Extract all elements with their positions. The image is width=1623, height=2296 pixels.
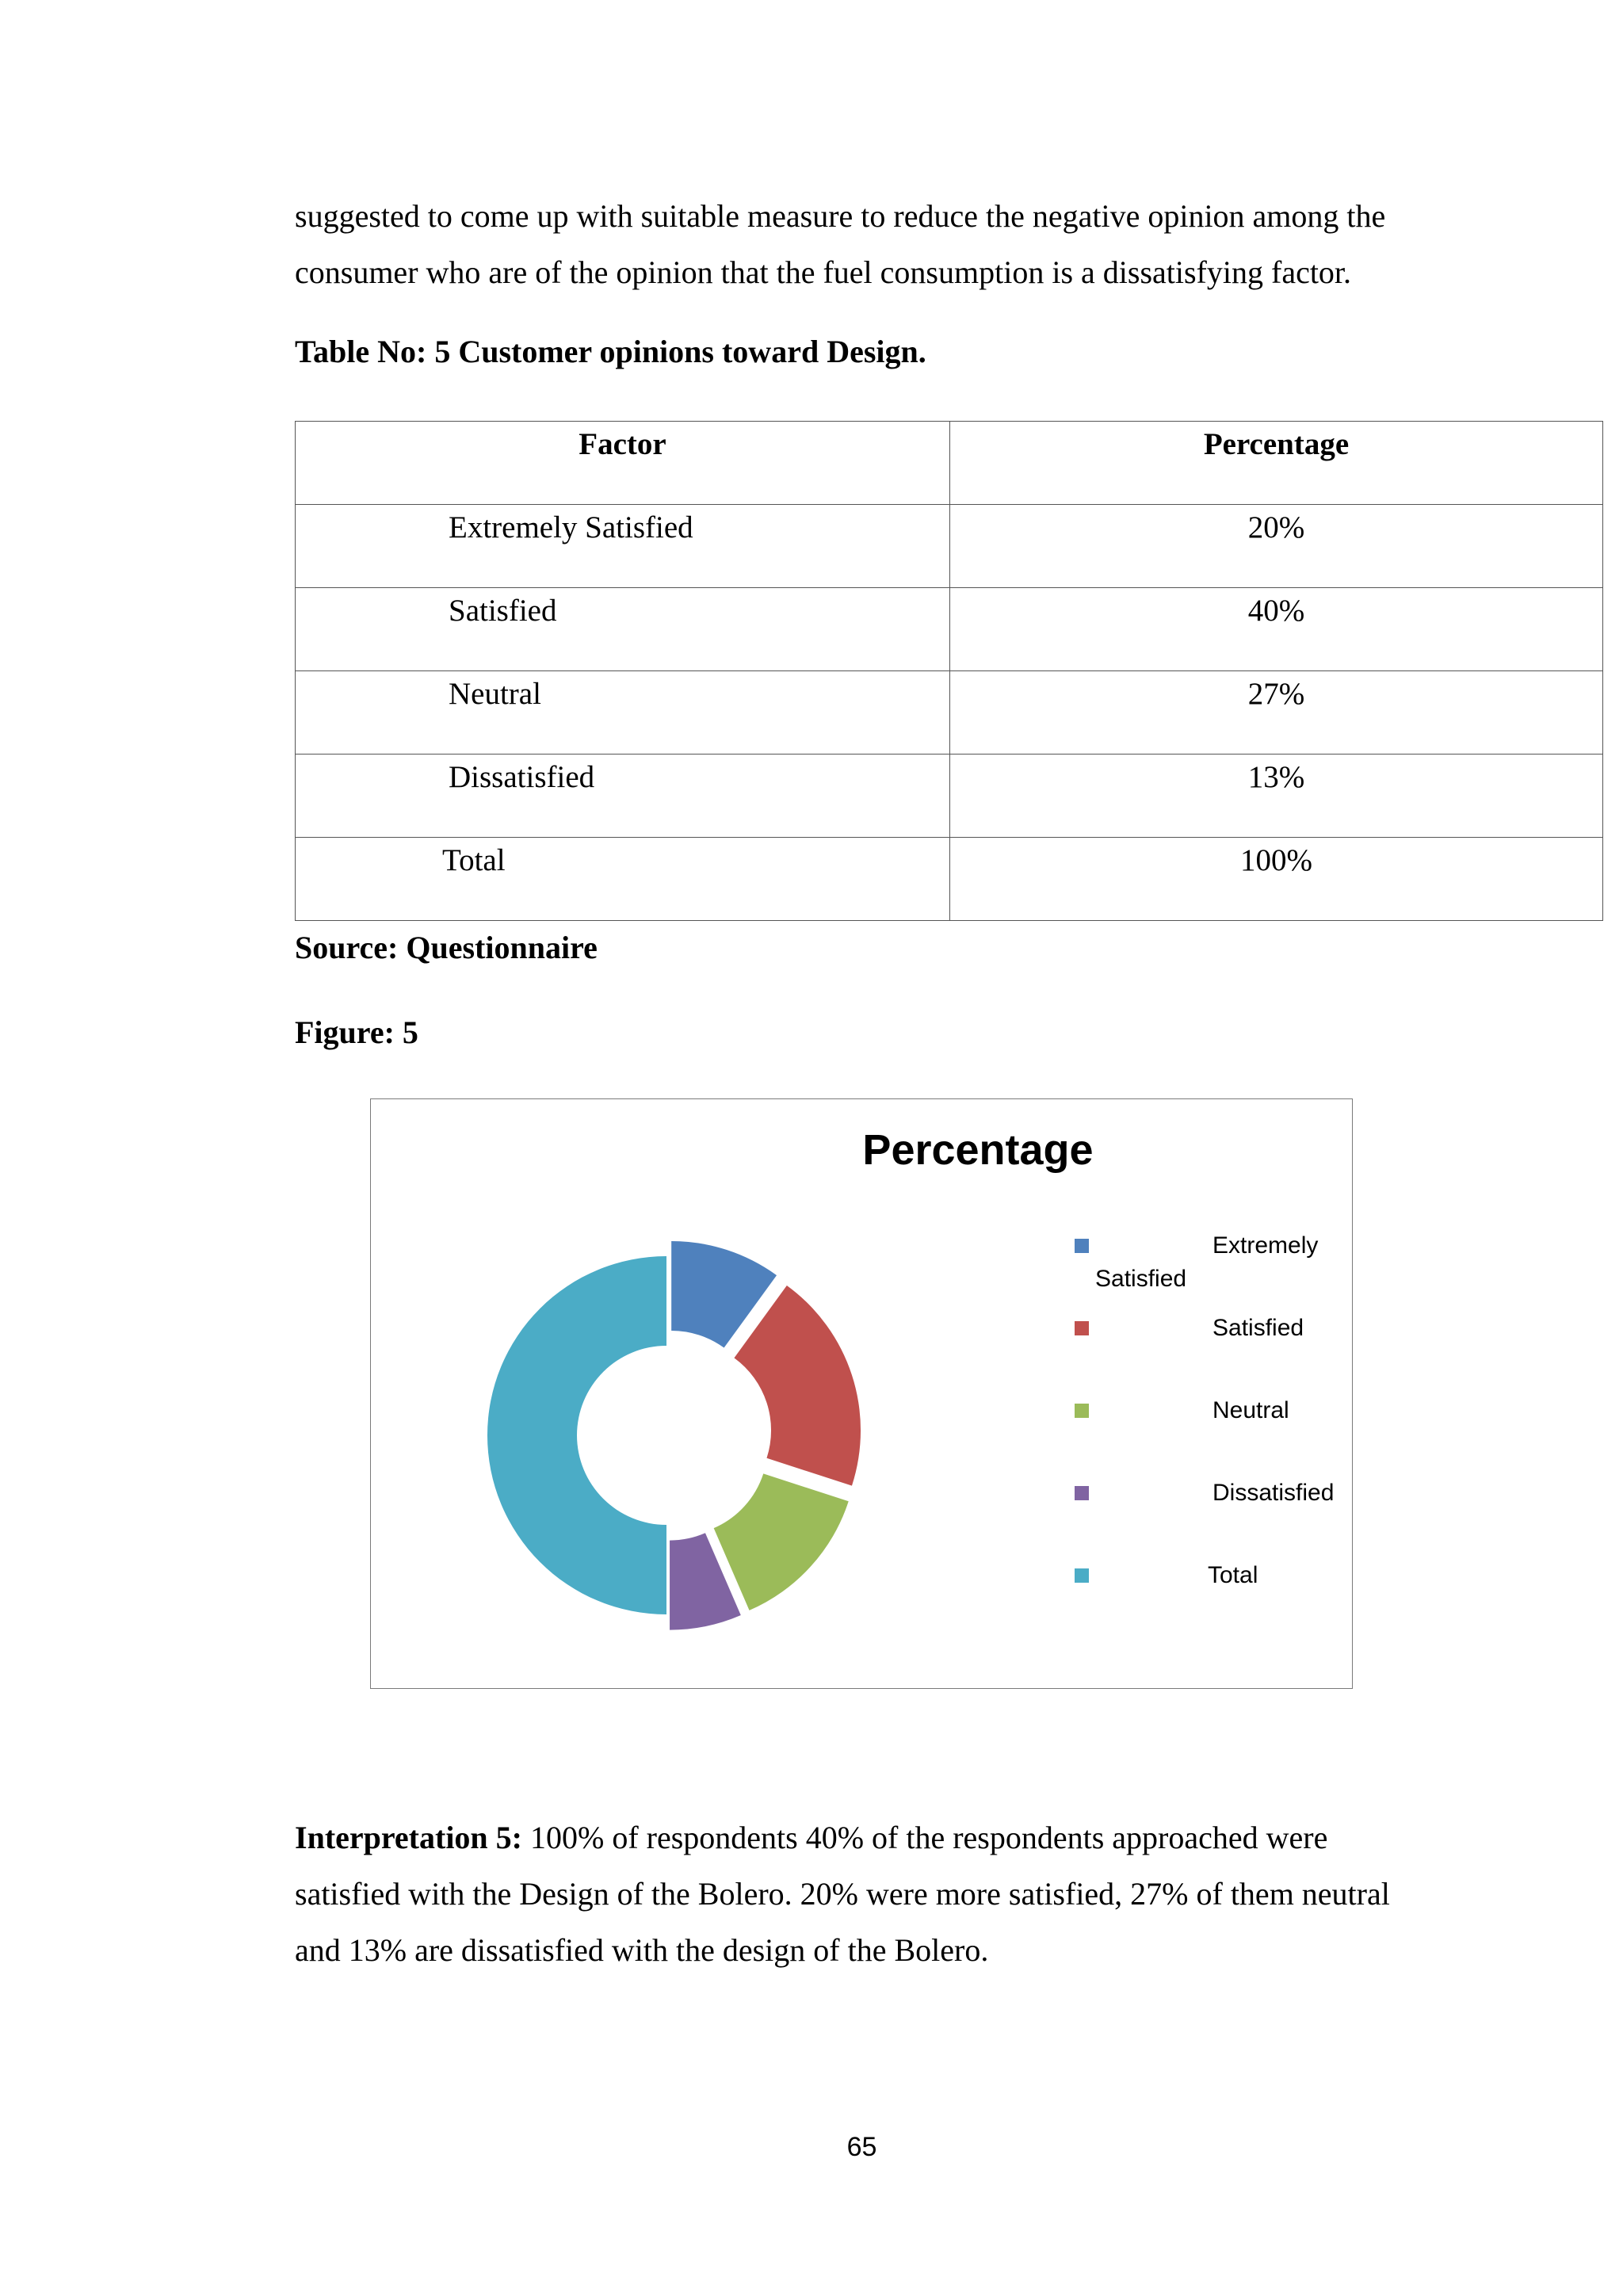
percentage-cell: 100% xyxy=(950,838,1603,921)
chart-frame xyxy=(370,1098,1353,1689)
intro-paragraph xyxy=(295,188,1452,300)
legend-swatch xyxy=(1075,1404,1089,1418)
table-header-row xyxy=(296,422,1603,505)
legend-label: Total xyxy=(1208,1562,1258,1588)
interpretation-line-3: and 13% are dissatisfied with the design of the Bolero. xyxy=(295,1932,989,1968)
legend-swatch xyxy=(1075,1568,1089,1583)
legend-label: Satisfied xyxy=(1212,1315,1304,1341)
table-row xyxy=(296,755,1603,838)
percentage-cell: 20% xyxy=(950,505,1603,588)
interpretation-line-2: satisfied with the Design of the Bolero. 20% were more satisfied, 27% of them neutral xyxy=(295,1876,1390,1912)
table-row xyxy=(296,838,1603,921)
factor-cell: Satisfied xyxy=(296,588,950,671)
slice-satisfied xyxy=(734,1286,861,1486)
interpretation-paragraph xyxy=(295,1809,1452,1978)
legend-label: Dissatisfied xyxy=(1212,1480,1335,1506)
table-row xyxy=(296,671,1603,755)
legend-swatch xyxy=(1075,1239,1089,1253)
chart-slices xyxy=(487,1241,861,1630)
legend-label: Neutral xyxy=(1212,1397,1289,1423)
slice-neutral xyxy=(714,1473,849,1610)
legend-swatch xyxy=(1075,1321,1089,1335)
intro-line-2: consumer who are of the opinion that the fuel consumption is a dissatisfying factor. xyxy=(295,254,1352,290)
factor-cell: Extremely Satisfied xyxy=(296,505,950,588)
legend-label: Extremely xyxy=(1212,1232,1319,1259)
page-number: 65 xyxy=(846,2132,877,2162)
opinion-table xyxy=(295,421,1603,921)
interpretation-text-1: 100% of respondents 40% of the respondents approached were xyxy=(522,1820,1328,1855)
interpretation-label: Interpretation 5: xyxy=(295,1820,522,1855)
factor-cell: Dissatisfied xyxy=(296,755,950,838)
chart-legend xyxy=(1075,1232,1334,1588)
percentage-cell: 27% xyxy=(950,671,1603,755)
header-factor: Factor xyxy=(296,422,950,505)
factor-cell: Total xyxy=(296,838,950,921)
header-percentage: Percentage xyxy=(950,422,1603,505)
intro-line-1: suggested to come up with suitable measure to reduce the negative opinion among the xyxy=(295,198,1386,234)
factor-cell: Neutral xyxy=(296,671,950,755)
source-label: Source: Questionnaire xyxy=(295,930,598,965)
table-caption: Table No: 5 Customer opinions toward Design. xyxy=(295,334,926,369)
legend-label: Satisfied xyxy=(1095,1266,1187,1292)
percentage-cell: 13% xyxy=(950,755,1603,838)
table-row xyxy=(296,505,1603,588)
percentage-cell: 40% xyxy=(950,588,1603,671)
figure-label: Figure: 5 xyxy=(295,1014,418,1050)
interpretation-line-1 xyxy=(295,1809,1452,1866)
slice-total xyxy=(487,1256,666,1614)
table-row xyxy=(296,588,1603,671)
chart-title: Percentage xyxy=(862,1126,1094,1174)
legend-swatch xyxy=(1075,1486,1089,1500)
doughnut-chart xyxy=(371,1099,1354,1690)
